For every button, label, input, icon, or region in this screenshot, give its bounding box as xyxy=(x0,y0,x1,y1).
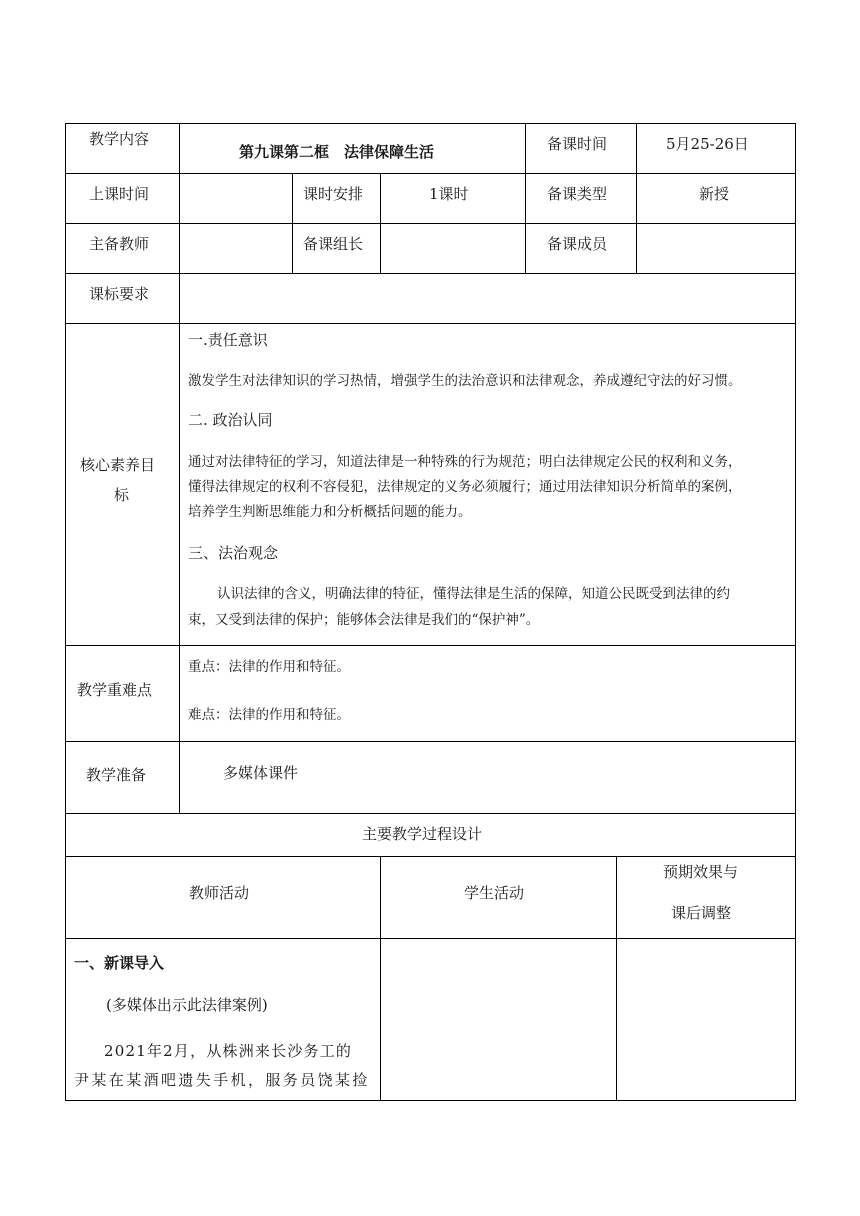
standards-label-cell xyxy=(65,274,180,324)
goal-section-1-title: 一.责任意识 xyxy=(188,331,268,349)
difficult-point-text: 难点：法律的作用和特征。 xyxy=(188,707,350,723)
keypoints-content-cell xyxy=(180,646,796,742)
preparation-label-cell xyxy=(65,742,180,814)
hours-label-cell xyxy=(293,174,381,224)
prep-time-value: 5月25-26日 xyxy=(666,135,749,153)
standards-label: 课标要求 xyxy=(89,285,150,303)
hours-value: 1课时 xyxy=(429,185,469,203)
goal-section-2-line3: 培养学生判断思维能力和分析概括问题的能力。 xyxy=(188,504,472,520)
hours-label: 课时安排 xyxy=(303,185,364,203)
goal-section-3-line1: 认识法律的含义，明确法律的特征，懂得法律是生活的保障，知道公民既受到法律的约 xyxy=(217,586,730,602)
content-label: 教学内容 xyxy=(89,130,150,148)
class-time-label-cell xyxy=(65,174,180,224)
teacher-activity-header-cell xyxy=(65,857,381,939)
members-label-cell xyxy=(526,224,637,274)
effect-header-line2: 课后调整 xyxy=(671,904,732,922)
goal-section-2-line2: 懂得法律规定的权利不容侵犯，法律规定的义务必须履行；通过用法律知识分析简单的案例， xyxy=(188,479,742,495)
goal-section-2-line1: 通过对法律特征的学习，知道法律是一种特殊的行为规范；明白法律规定公民的权利和义务， xyxy=(188,454,742,470)
teacher-activity-header: 教师活动 xyxy=(189,884,250,902)
prep-time-label-cell xyxy=(526,123,637,174)
goals-label-cell xyxy=(65,324,180,646)
prep-type-value-cell xyxy=(637,174,796,224)
lesson-title: 第九课第二框 法律保障生活 xyxy=(239,143,435,161)
process-title-cell xyxy=(65,814,796,857)
group-leader-value-cell xyxy=(381,224,526,274)
goals-content-cell xyxy=(180,324,796,646)
goal-section-1-text: 激发学生对法律知识的学习热情，增强学生的法治意识和法律观念，养成遵纪守法的好习惯。 xyxy=(188,373,742,389)
class-time-value-cell xyxy=(180,174,293,224)
process-title: 主要教学过程设计 xyxy=(362,825,483,843)
group-leader-label-cell xyxy=(293,224,381,274)
class-time-label: 上课时间 xyxy=(89,185,150,203)
group-leader-label: 备课组长 xyxy=(303,235,364,253)
keypoints-label-cell xyxy=(65,646,180,742)
preparation-value-cell xyxy=(180,742,796,814)
keypoints-label: 教学重难点 xyxy=(77,681,153,699)
effect-header-cell xyxy=(617,857,796,939)
key-point-text: 重点：法律的作用和特征。 xyxy=(188,659,350,675)
preparation-label: 教学准备 xyxy=(86,766,147,784)
prep-time-label: 备课时间 xyxy=(547,135,608,153)
lead-teacher-label: 主备教师 xyxy=(89,235,150,253)
goal-section-3-line2: 束，又受到法律的保护；能够体会法律是我们的“保护神”。 xyxy=(188,612,540,628)
process-line-1: (多媒体出示此法律案例) xyxy=(106,996,268,1014)
section-new-lesson-intro: 一、新课导入 xyxy=(74,954,165,972)
goal-section-3-title: 三、法治观念 xyxy=(188,544,279,562)
members-label: 备课成员 xyxy=(547,235,608,253)
effect-cell xyxy=(617,939,796,1101)
hours-value-cell xyxy=(381,174,526,224)
prep-type-label: 备课类型 xyxy=(547,185,608,203)
student-activity-header-cell xyxy=(381,857,617,939)
members-value-cell xyxy=(637,224,796,274)
student-activity-cell xyxy=(381,939,617,1101)
standards-value-cell xyxy=(180,274,796,324)
effect-header-line1: 预期效果与 xyxy=(663,863,739,881)
process-line-2: 2021年2月，从株洲来长沙务工的 xyxy=(104,1042,353,1060)
preparation-value: 多媒体课件 xyxy=(223,764,299,782)
goals-label-line1: 核心素养目 xyxy=(80,456,156,474)
content-value-cell xyxy=(180,123,526,174)
content-label-cell xyxy=(65,123,180,174)
student-activity-header: 学生活动 xyxy=(464,884,525,902)
process-line-3: 尹某在某酒吧遗失手机，服务员饶某捡 xyxy=(74,1071,370,1089)
lead-teacher-label-cell xyxy=(65,224,180,274)
goal-section-2-title: 二. 政治认同 xyxy=(188,411,273,429)
prep-type-label-cell xyxy=(526,174,637,224)
lead-teacher-value-cell xyxy=(180,224,293,274)
teacher-activity-cell xyxy=(65,939,381,1101)
prep-time-value-cell xyxy=(637,123,796,174)
prep-type-value: 新授 xyxy=(699,185,730,203)
goals-label-line2: 标 xyxy=(114,486,130,504)
